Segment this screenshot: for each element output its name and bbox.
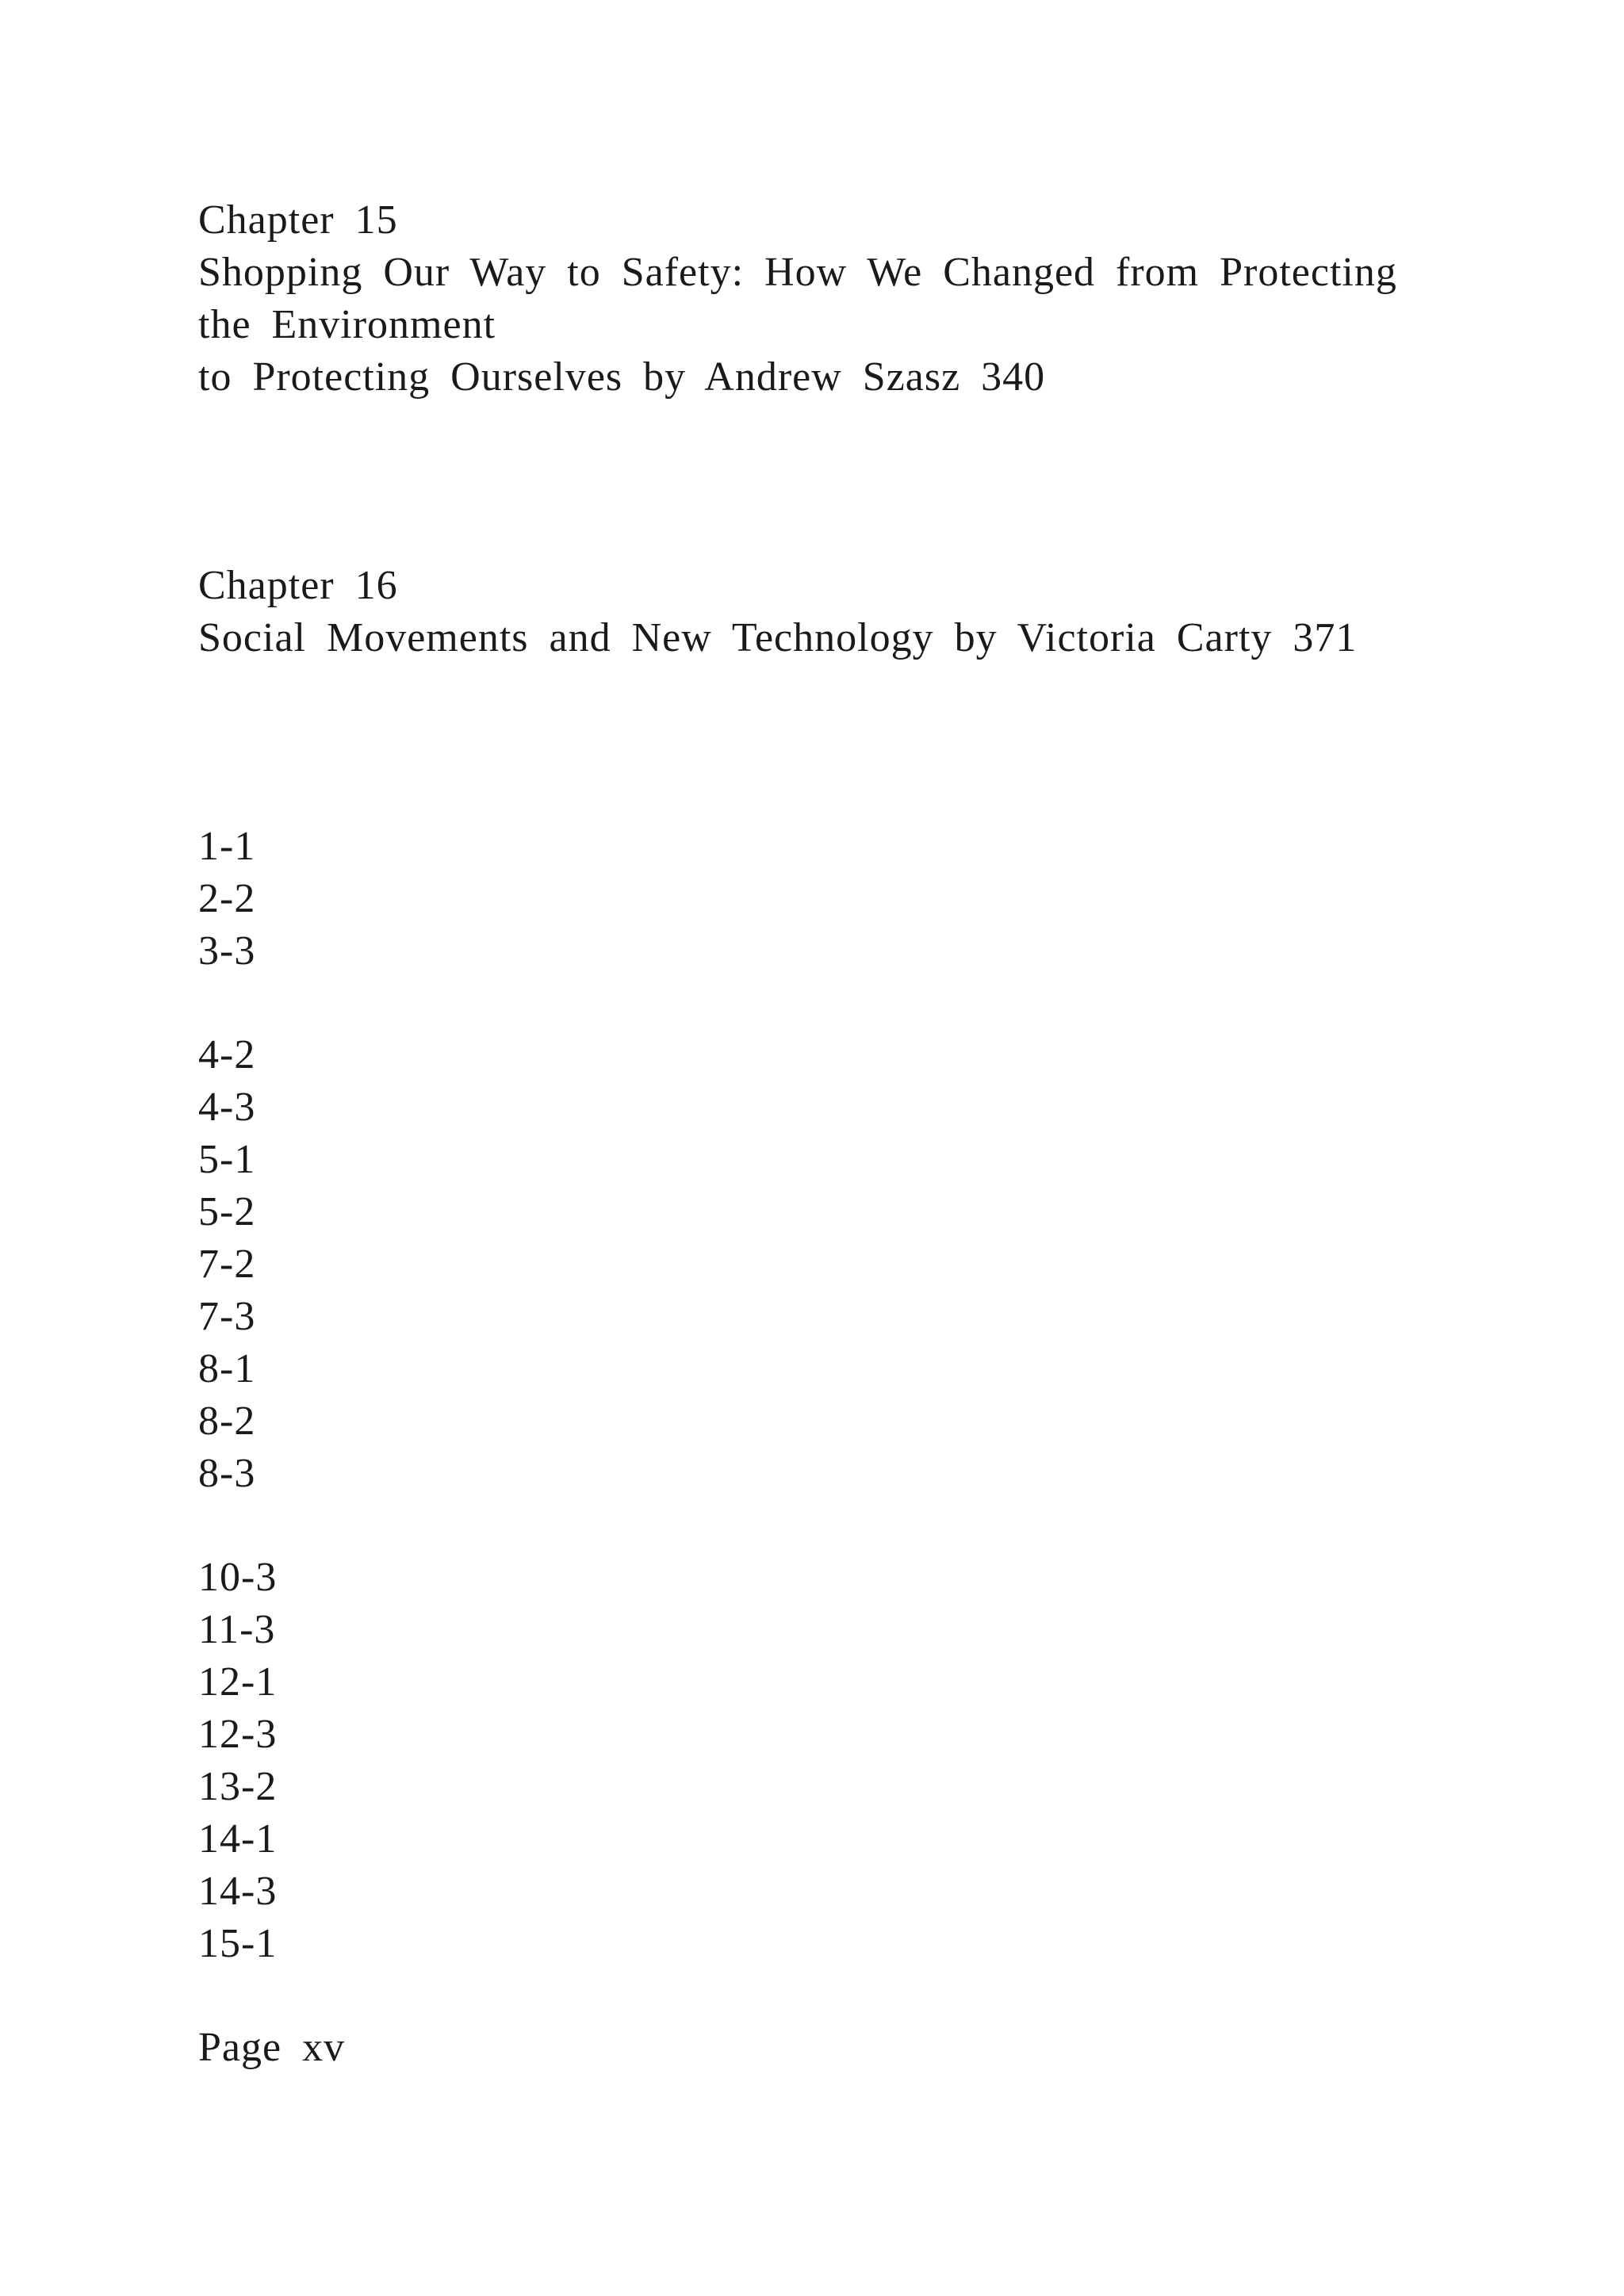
chapter-15-title-line-1: Shopping Our Way to Safety: How We Changed from Protecting [198,250,1397,295]
code-item: 7-2 [198,1242,256,1287]
page-number: Page xv [198,2025,346,2070]
code-item: 7-3 [198,1294,256,1339]
chapter-15-title-line-3: to Protecting Ourselves by Andrew Szasz 340 [198,354,1046,400]
code-item: 13-2 [198,1764,278,1809]
code-item: 15-1 [198,1921,278,1966]
code-item: 5-1 [198,1137,256,1182]
code-item: 12-3 [198,1712,278,1757]
code-item: 4-3 [198,1085,256,1130]
code-item: 8-3 [198,1451,256,1496]
code-item: 12-1 [198,1659,278,1705]
code-item: 10-3 [198,1555,278,1600]
code-item: 3-3 [198,928,256,974]
code-item: 14-1 [198,1816,278,1862]
chapter-16-heading: Chapter 16 [198,563,398,608]
code-item: 1-1 [198,824,256,869]
code-item: 2-2 [198,876,256,921]
chapter-16-title-line-1: Social Movements and New Technology by Victoria Carty 371 [198,615,1358,660]
code-item: 8-1 [198,1346,256,1391]
code-item: 8-2 [198,1399,256,1444]
code-item: 4-2 [198,1032,256,1077]
chapter-15-title-line-2: the Environment [198,302,496,347]
chapter-15-heading: Chapter 15 [198,197,398,243]
code-item: 11-3 [198,1607,276,1652]
code-item: 5-2 [198,1189,256,1234]
code-item: 14-3 [198,1869,278,1914]
